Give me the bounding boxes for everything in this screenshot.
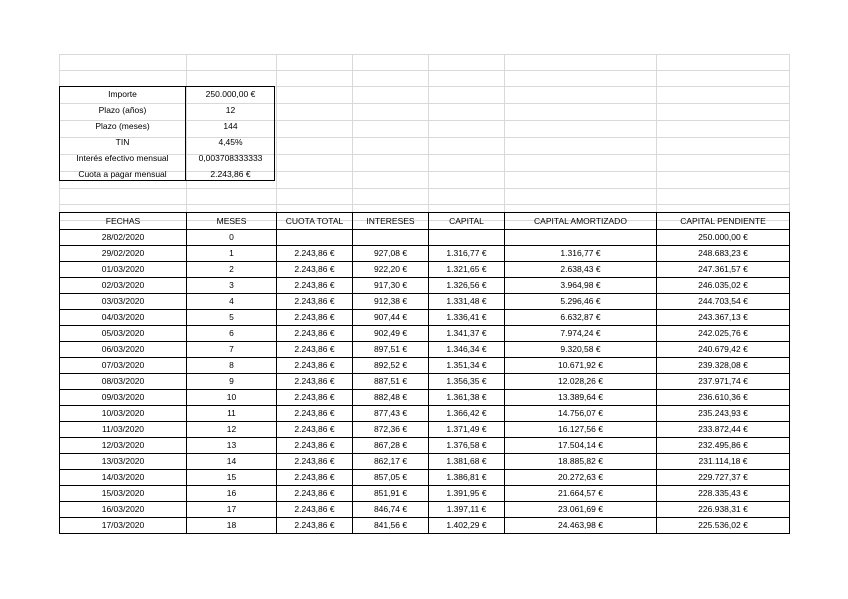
table-cell[interactable]: 2.243,86 € — [277, 262, 353, 278]
table-cell[interactable]: 03/03/2020 — [60, 294, 187, 310]
column-header[interactable]: FECHAS — [60, 213, 187, 230]
grid-cell[interactable] — [657, 172, 790, 189]
grid-cell[interactable] — [505, 155, 657, 172]
grid-cell[interactable] — [187, 55, 277, 71]
table-cell[interactable]: 1.321,65 € — [429, 262, 505, 278]
table-cell[interactable]: 897,51 € — [353, 342, 429, 358]
grid-cell[interactable] — [60, 71, 187, 87]
table-row — [60, 310, 790, 326]
table-cell[interactable]: 887,51 € — [353, 374, 429, 390]
table-cell[interactable]: 225.536,02 € — [657, 518, 790, 534]
summary-row — [59, 102, 275, 118]
table-cell[interactable]: 236.610,36 € — [657, 390, 790, 406]
table-cell[interactable]: 243.367,13 € — [657, 310, 790, 326]
table-cell[interactable]: 6 — [187, 326, 277, 342]
table-cell[interactable]: 13 — [187, 438, 277, 454]
summary-label[interactable]: Importe — [108, 89, 137, 99]
grid-cell[interactable] — [505, 87, 657, 104]
grid-cell[interactable] — [657, 121, 790, 138]
grid-cell[interactable] — [277, 71, 353, 87]
table-cell[interactable]: 2.243,86 € — [277, 374, 353, 390]
table-cell[interactable]: 1.316,77 € — [505, 246, 657, 262]
grid-cell[interactable] — [277, 87, 353, 104]
grid-cell[interactable] — [60, 55, 187, 71]
table-cell[interactable]: 882,48 € — [353, 390, 429, 406]
grid-cell[interactable] — [657, 189, 790, 205]
grid-cell[interactable] — [187, 71, 277, 87]
grid-cell[interactable] — [505, 55, 657, 71]
grid-cell[interactable] — [657, 55, 790, 71]
table-cell[interactable]: 2.243,86 € — [277, 406, 353, 422]
table-cell[interactable]: 2 — [187, 262, 277, 278]
table-cell[interactable]: 2.243,86 € — [277, 518, 353, 534]
table-cell[interactable]: 228.335,43 € — [657, 486, 790, 502]
table-row — [60, 326, 790, 342]
grid-cell[interactable] — [353, 155, 429, 172]
table-cell[interactable]: 1.381,68 € — [429, 454, 505, 470]
summary-label[interactable]: Plazo (años) — [98, 105, 147, 115]
column-header[interactable]: CAPITAL — [429, 213, 505, 230]
table-cell[interactable]: 248.683,23 € — [657, 246, 790, 262]
table-cell[interactable]: 2.243,86 € — [277, 246, 353, 262]
table-cell[interactable]: 01/03/2020 — [60, 262, 187, 278]
table-cell[interactable]: 857,05 € — [353, 470, 429, 486]
table-cell[interactable]: 15 — [187, 470, 277, 486]
amortization-table — [59, 212, 790, 534]
grid-cell[interactable] — [505, 138, 657, 155]
summary-value[interactable]: 144 — [223, 121, 238, 131]
grid-cell[interactable] — [353, 87, 429, 104]
table-cell[interactable]: 2.243,86 € — [277, 454, 353, 470]
table-cell[interactable]: 20.272,63 € — [505, 470, 657, 486]
table-cell[interactable]: 12/03/2020 — [60, 438, 187, 454]
table-cell[interactable]: 5 — [187, 310, 277, 326]
table-cell[interactable]: 1.326,56 € — [429, 278, 505, 294]
table-cell[interactable]: 13.389,64 € — [505, 390, 657, 406]
column-header[interactable]: INTERESES — [353, 213, 429, 230]
grid-cell[interactable] — [277, 104, 353, 121]
table-cell[interactable]: 10 — [187, 390, 277, 406]
grid-cell[interactable] — [505, 71, 657, 87]
column-header[interactable]: CAPITAL PENDIENTE — [657, 213, 790, 230]
grid-cell[interactable] — [353, 104, 429, 121]
summary-value[interactable]: 0,003708333333 — [198, 153, 263, 163]
table-cell[interactable] — [505, 230, 657, 246]
table-cell[interactable]: 2.243,86 € — [277, 502, 353, 518]
table-cell[interactable]: 2.243,86 € — [277, 486, 353, 502]
grid-cell[interactable] — [60, 189, 187, 205]
grid-cell[interactable] — [353, 138, 429, 155]
table-row — [60, 294, 790, 310]
table-cell[interactable]: 3.964,98 € — [505, 278, 657, 294]
table-cell[interactable]: 2.243,86 € — [277, 278, 353, 294]
table-cell[interactable]: 902,49 € — [353, 326, 429, 342]
table-cell[interactable]: 5.296,46 € — [505, 294, 657, 310]
summary-row — [59, 86, 275, 102]
loan-summary — [59, 86, 275, 182]
column-header[interactable]: CAPITAL AMORTIZADO — [505, 213, 657, 230]
table-cell[interactable]: 2.638,43 € — [505, 262, 657, 278]
table-cell[interactable]: 18 — [187, 518, 277, 534]
table-cell[interactable]: 239.328,08 € — [657, 358, 790, 374]
summary-label[interactable]: TIN — [115, 137, 130, 147]
table-cell[interactable]: 13/03/2020 — [60, 454, 187, 470]
table-cell[interactable]: 06/03/2020 — [60, 342, 187, 358]
table-cell[interactable]: 2.243,86 € — [277, 390, 353, 406]
table-cell[interactable]: 1.386,81 € — [429, 470, 505, 486]
table-cell[interactable]: 14.756,07 € — [505, 406, 657, 422]
table-cell[interactable]: 237.971,74 € — [657, 374, 790, 390]
grid-cell[interactable] — [505, 104, 657, 121]
summary-value[interactable]: 250.000,00 € — [205, 89, 256, 99]
grid-cell[interactable] — [505, 172, 657, 189]
grid-cell[interactable] — [187, 189, 277, 205]
table-cell[interactable]: 02/03/2020 — [60, 278, 187, 294]
table-cell[interactable]: 250.000,00 € — [657, 230, 790, 246]
table-cell[interactable]: 2.243,86 € — [277, 358, 353, 374]
table-cell[interactable]: 29/02/2020 — [60, 246, 187, 262]
grid-cell[interactable] — [277, 138, 353, 155]
table-cell[interactable]: 09/03/2020 — [60, 390, 187, 406]
table-cell[interactable]: 17/03/2020 — [60, 518, 187, 534]
grid-cell[interactable] — [277, 155, 353, 172]
table-cell[interactable]: 841,56 € — [353, 518, 429, 534]
table-cell[interactable]: 233.872,44 € — [657, 422, 790, 438]
table-row — [60, 438, 790, 454]
grid-cell[interactable] — [657, 138, 790, 155]
table-cell[interactable]: 1.397,11 € — [429, 502, 505, 518]
table-cell[interactable]: 247.361,57 € — [657, 262, 790, 278]
table-cell[interactable]: 16 — [187, 486, 277, 502]
table-cell[interactable]: 1.336,41 € — [429, 310, 505, 326]
table-cell[interactable]: 08/03/2020 — [60, 374, 187, 390]
table-cell[interactable]: 1.376,58 € — [429, 438, 505, 454]
summary-label[interactable]: Cuota a pagar mensual — [78, 169, 167, 179]
table-cell[interactable]: 1.341,37 € — [429, 326, 505, 342]
table-cell[interactable]: 14 — [187, 454, 277, 470]
table-row — [60, 230, 790, 246]
table-cell[interactable]: 912,38 € — [353, 294, 429, 310]
table-cell[interactable]: 10/03/2020 — [60, 406, 187, 422]
grid-cell[interactable] — [429, 104, 505, 121]
summary-value[interactable]: 12 — [225, 105, 236, 115]
table-cell[interactable]: 11 — [187, 406, 277, 422]
table-cell[interactable]: 1.402,29 € — [429, 518, 505, 534]
grid-cell[interactable] — [353, 189, 429, 205]
grid-cell[interactable] — [353, 172, 429, 189]
table-cell[interactable]: 7.974,24 € — [505, 326, 657, 342]
grid-cell[interactable] — [277, 189, 353, 205]
table-row — [60, 486, 790, 502]
table-cell[interactable]: 240.679,42 € — [657, 342, 790, 358]
table-cell[interactable]: 0 — [187, 230, 277, 246]
table-cell[interactable]: 2.243,86 € — [277, 294, 353, 310]
table-row — [60, 246, 790, 262]
table-cell[interactable]: 851,91 € — [353, 486, 429, 502]
table-cell[interactable]: 1.316,77 € — [429, 246, 505, 262]
table-cell[interactable]: 9.320,58 € — [505, 342, 657, 358]
grid-cell[interactable] — [657, 87, 790, 104]
table-cell[interactable]: 7 — [187, 342, 277, 358]
table-cell[interactable]: 892,52 € — [353, 358, 429, 374]
grid-cell[interactable] — [429, 172, 505, 189]
table-row — [60, 502, 790, 518]
table-cell[interactable]: 229.727,37 € — [657, 470, 790, 486]
table-cell[interactable]: 2.243,86 € — [277, 470, 353, 486]
table-row — [60, 454, 790, 470]
table-cell[interactable]: 231.114,18 € — [657, 454, 790, 470]
table-cell[interactable] — [277, 230, 353, 246]
table-cell[interactable]: 21.664,57 € — [505, 486, 657, 502]
column-header[interactable]: MESES — [187, 213, 277, 230]
grid-cell[interactable] — [429, 189, 505, 205]
table-cell[interactable]: 877,43 € — [353, 406, 429, 422]
grid-cell[interactable] — [353, 121, 429, 138]
table-header-row — [60, 213, 790, 230]
table-cell[interactable]: 8 — [187, 358, 277, 374]
table-cell[interactable]: 2.243,86 € — [277, 326, 353, 342]
table-row — [60, 374, 790, 390]
grid-cell[interactable] — [505, 121, 657, 138]
grid-cell[interactable] — [429, 121, 505, 138]
table-cell[interactable]: 12.028,26 € — [505, 374, 657, 390]
table-cell[interactable] — [429, 230, 505, 246]
summary-row — [59, 118, 275, 134]
table-cell[interactable]: 24.463,98 € — [505, 518, 657, 534]
table-cell[interactable]: 18.885,82 € — [505, 454, 657, 470]
table-cell[interactable] — [353, 230, 429, 246]
table-cell[interactable]: 927,08 € — [353, 246, 429, 262]
table-cell[interactable]: 872,36 € — [353, 422, 429, 438]
table-cell[interactable]: 3 — [187, 278, 277, 294]
table-cell[interactable]: 1.346,34 € — [429, 342, 505, 358]
table-cell[interactable]: 907,44 € — [353, 310, 429, 326]
table-cell[interactable]: 16.127,56 € — [505, 422, 657, 438]
table-cell[interactable]: 1 — [187, 246, 277, 262]
grid-cell[interactable] — [657, 155, 790, 172]
table-cell[interactable]: 917,30 € — [353, 278, 429, 294]
table-cell[interactable]: 07/03/2020 — [60, 358, 187, 374]
table-cell[interactable]: 1.366,42 € — [429, 406, 505, 422]
table-cell[interactable]: 1.356,35 € — [429, 374, 505, 390]
grid-cell[interactable] — [277, 121, 353, 138]
table-cell[interactable]: 246.035,02 € — [657, 278, 790, 294]
table-cell[interactable]: 242.025,76 € — [657, 326, 790, 342]
table-cell[interactable]: 2.243,86 € — [277, 310, 353, 326]
grid-cell[interactable] — [657, 71, 790, 87]
table-row — [60, 406, 790, 422]
table-cell[interactable]: 2.243,86 € — [277, 342, 353, 358]
grid-cell[interactable] — [277, 172, 353, 189]
grid-cell[interactable] — [353, 71, 429, 87]
table-cell[interactable]: 226.938,31 € — [657, 502, 790, 518]
grid-cell[interactable] — [429, 71, 505, 87]
summary-row — [59, 166, 275, 182]
table-cell[interactable]: 922,20 € — [353, 262, 429, 278]
table-cell[interactable]: 4 — [187, 294, 277, 310]
table-cell[interactable]: 6.632,87 € — [505, 310, 657, 326]
table-cell[interactable]: 05/03/2020 — [60, 326, 187, 342]
grid-cell[interactable] — [353, 55, 429, 71]
table-cell[interactable]: 23.061,69 € — [505, 502, 657, 518]
table-cell[interactable]: 12 — [187, 422, 277, 438]
table-cell[interactable]: 11/03/2020 — [60, 422, 187, 438]
table-cell[interactable]: 14/03/2020 — [60, 470, 187, 486]
table-cell[interactable]: 10.671,92 € — [505, 358, 657, 374]
grid-cell[interactable] — [657, 104, 790, 121]
table-row — [60, 390, 790, 406]
summary-label[interactable]: Interés efectivo mensual — [76, 153, 169, 163]
table-cell[interactable]: 862,17 € — [353, 454, 429, 470]
table-cell[interactable]: 9 — [187, 374, 277, 390]
table-cell[interactable]: 1.391,95 € — [429, 486, 505, 502]
table-cell[interactable]: 1.351,34 € — [429, 358, 505, 374]
table-cell[interactable]: 17.504,14 € — [505, 438, 657, 454]
table-cell[interactable]: 846,74 € — [353, 502, 429, 518]
table-row — [60, 278, 790, 294]
table-cell[interactable]: 2.243,86 € — [277, 422, 353, 438]
summary-row — [59, 134, 275, 150]
summary-value[interactable]: 2.243,86 € — [210, 169, 251, 179]
table-cell[interactable]: 867,28 € — [353, 438, 429, 454]
table-cell[interactable]: 235.243,93 € — [657, 406, 790, 422]
grid-cell[interactable] — [429, 55, 505, 71]
table-cell[interactable]: 1.361,38 € — [429, 390, 505, 406]
table-row — [60, 422, 790, 438]
grid-cell[interactable] — [429, 138, 505, 155]
table-cell[interactable]: 1.371,49 € — [429, 422, 505, 438]
summary-label[interactable]: Plazo (meses) — [95, 121, 150, 131]
table-cell[interactable]: 2.243,86 € — [277, 438, 353, 454]
table-row — [60, 342, 790, 358]
summary-value[interactable]: 4,45% — [218, 137, 243, 147]
table-cell[interactable]: 232.495,86 € — [657, 438, 790, 454]
summary-row — [59, 150, 275, 166]
grid-cell[interactable] — [429, 155, 505, 172]
grid-cell[interactable] — [277, 55, 353, 71]
grid-cell[interactable] — [505, 189, 657, 205]
table-cell[interactable]: 16/03/2020 — [60, 502, 187, 518]
table-cell[interactable]: 28/02/2020 — [60, 230, 187, 246]
table-cell[interactable]: 15/03/2020 — [60, 486, 187, 502]
grid-cell[interactable] — [429, 87, 505, 104]
table-row — [60, 518, 790, 534]
table-cell[interactable]: 17 — [187, 502, 277, 518]
table-row — [60, 262, 790, 278]
table-row — [60, 470, 790, 486]
table-cell[interactable]: 244.703,54 € — [657, 294, 790, 310]
table-row — [60, 358, 790, 374]
column-header[interactable]: CUOTA TOTAL — [277, 213, 353, 230]
table-cell[interactable]: 1.331,48 € — [429, 294, 505, 310]
table-cell[interactable]: 04/03/2020 — [60, 310, 187, 326]
